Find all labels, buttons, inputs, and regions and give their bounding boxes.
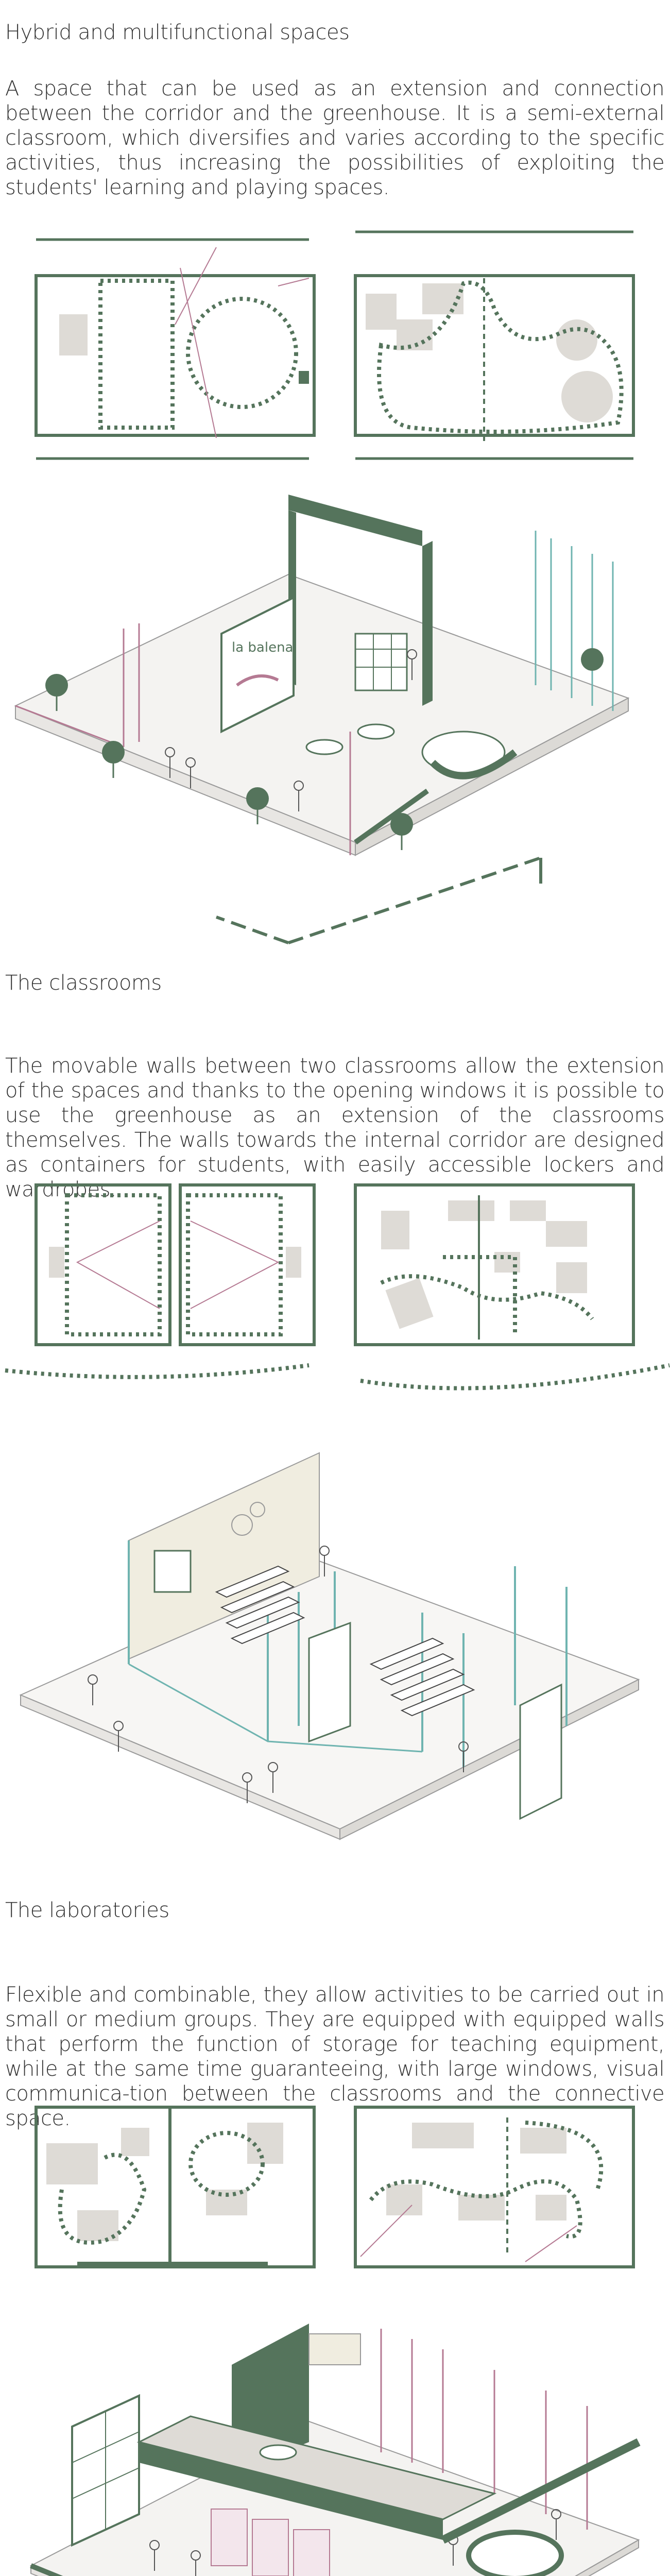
plan-right-classrooms xyxy=(355,1185,669,1388)
section-title-classrooms: The classrooms xyxy=(5,971,162,995)
axonometric-hybrid xyxy=(0,464,670,969)
plan-diagrams-hybrid xyxy=(0,216,670,484)
section-title-laboratories: The laboratories xyxy=(5,1899,169,1922)
plan-diagrams-classrooms xyxy=(0,1164,670,1437)
plan-left-hybrid xyxy=(36,240,314,459)
plan-left-laboratories xyxy=(36,2107,314,2267)
section-text-hybrid: A space that can be used as an extension and connection between the corridor and the greenhouse. It is a semi-external classroom, which diversifies and varies according to the specific activities, thus increasing the possibilities of exploiting the students' learning and playing spaces. xyxy=(5,77,664,199)
board-sign: la balena xyxy=(232,640,294,655)
plan-diagrams-laboratories xyxy=(0,2087,670,2293)
section-text-laboratories: Flexible and combinable, they allow activities to be carried out in small or medium groups. They are equipped with equipped walls that perform the function of storage for teaching equipment, while at the same time guaranteeing, with large windows, visual communica-tion between the classrooms and the connective space. xyxy=(5,1983,664,2130)
plan-right-laboratories xyxy=(355,2107,633,2267)
axonometric-laboratories xyxy=(0,2298,670,2576)
plan-left-classrooms xyxy=(5,1185,314,1377)
section-text-classrooms: The movable walls between two classrooms allow the extension of the spaces and thanks to the opening windows it is possible to use the greenhouse as an extension of the classrooms themselves. The walls towards the internal corridor are designed as containers for students, with easily accessible lockers and wardrobes. xyxy=(5,1054,664,1201)
axonometric-classrooms xyxy=(0,1437,670,1891)
section-title-hybrid: Hybrid and multifunctional spaces xyxy=(5,21,350,44)
plan-right-hybrid xyxy=(355,232,633,459)
